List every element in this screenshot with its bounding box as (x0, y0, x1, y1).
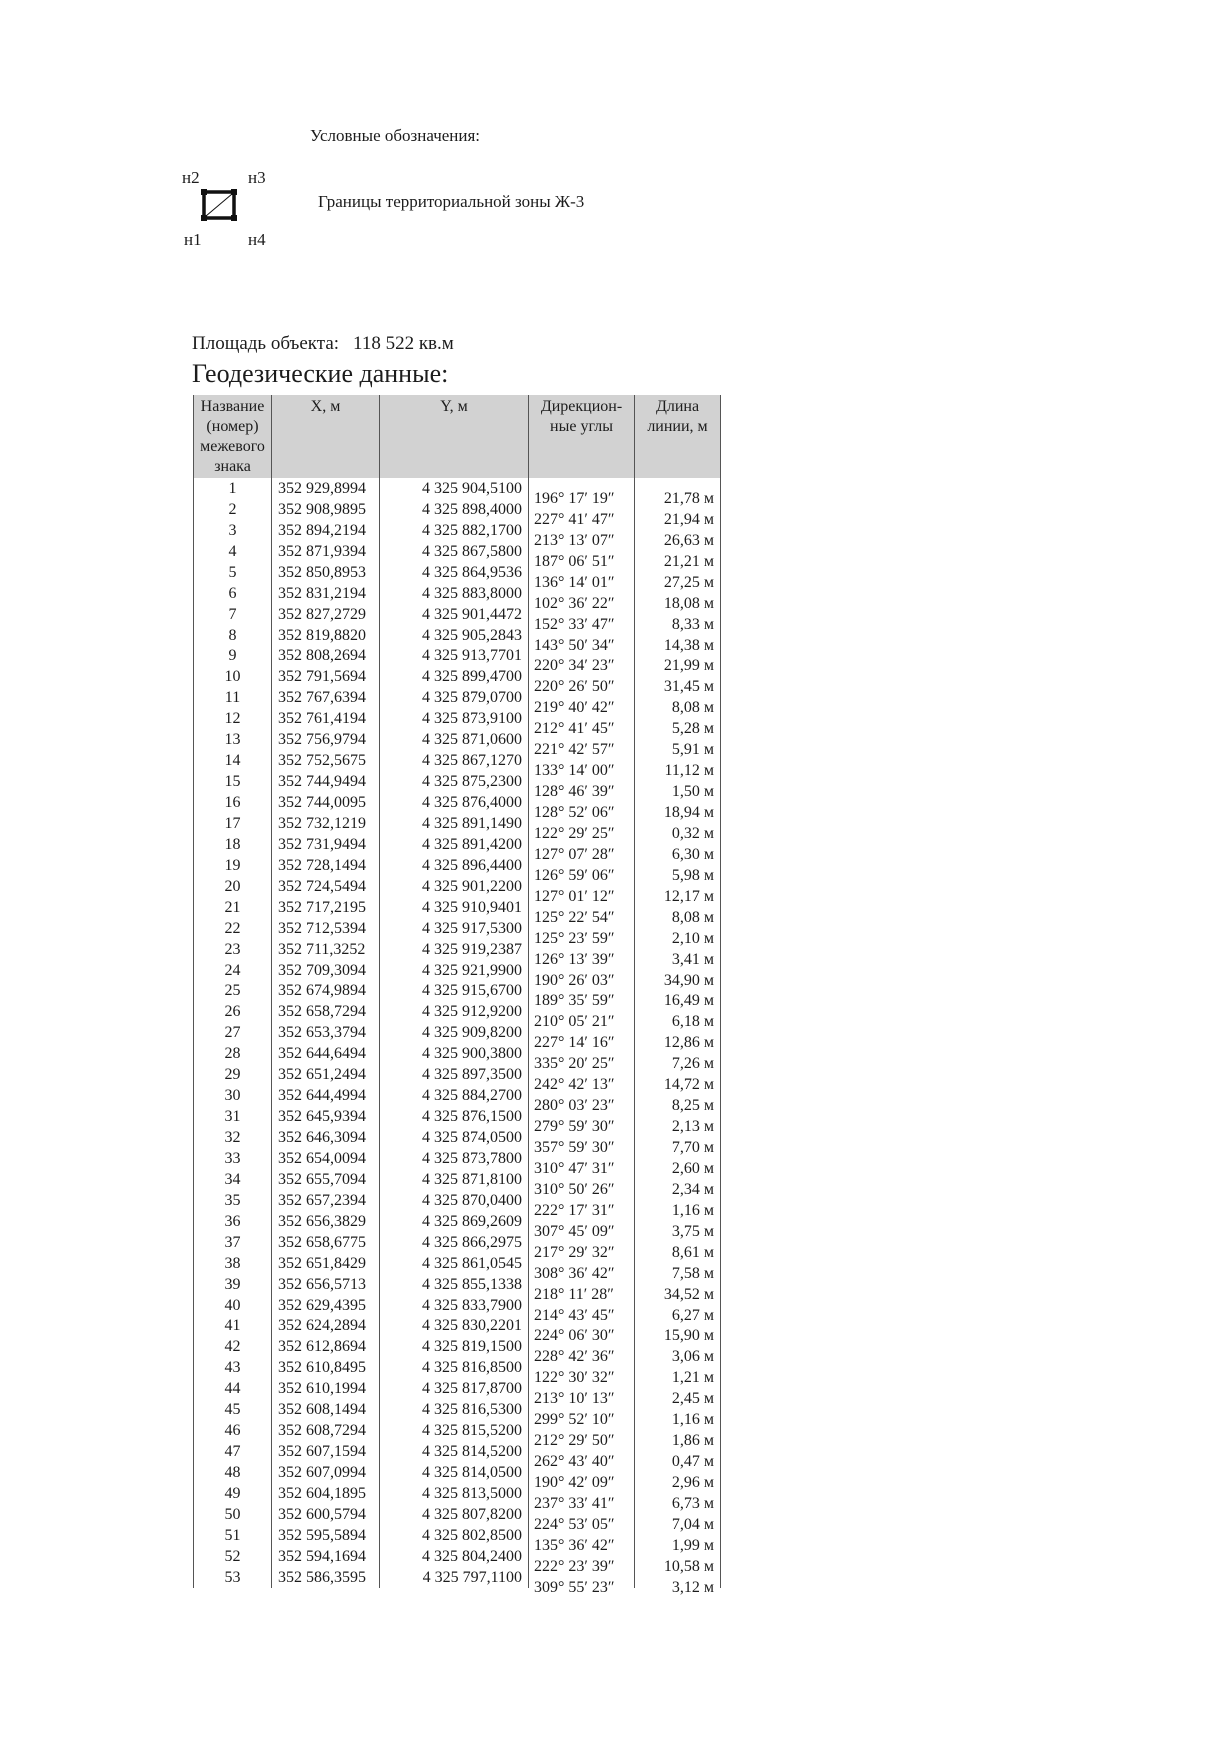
cell-direction-angle: 213° 10′ 13″ (529, 1388, 635, 1409)
cell-point-number: 39 (194, 1274, 272, 1295)
cell-y: 4 325 815,5200 (380, 1420, 529, 1441)
cell-point-number: 12 (194, 708, 272, 729)
cell-direction-angle: 357° 59′ 30″ (529, 1137, 635, 1158)
cell-line-length: 2,60 м (635, 1158, 721, 1179)
cell-point-number: 47 (194, 1441, 272, 1462)
cell-direction-angle: 310° 50′ 26″ (529, 1179, 635, 1200)
cell-direction-angle: 122° 29′ 25″ (529, 823, 635, 844)
cell-direction-angle: 212° 29′ 50″ (529, 1430, 635, 1451)
legend-description: Границы территориальной зоны Ж-3 (318, 192, 585, 211)
cell-direction-angle: 308° 36′ 42″ (529, 1263, 635, 1284)
cell-y: 4 325 897,3500 (380, 1064, 529, 1085)
cell-y: 4 325 904,5100 (380, 478, 529, 499)
cell-x: 352 709,3094 (272, 960, 380, 981)
cell-y: 4 325 898,4000 (380, 499, 529, 520)
cell-line-length: 21,78 м (635, 488, 721, 509)
cell-y: 4 325 910,9401 (380, 897, 529, 918)
cell-line-length: 18,08 м (635, 593, 721, 614)
cell-x: 352 653,3794 (272, 1022, 380, 1043)
cell-x: 352 612,8694 (272, 1336, 380, 1357)
col-header-y: Y, м (380, 395, 529, 478)
cell-direction-angle: 213° 13′ 07″ (529, 530, 635, 551)
cell-direction-angle: 224° 53′ 05″ (529, 1514, 635, 1535)
cell-point-number: 23 (194, 939, 272, 960)
cell-x: 352 752,5675 (272, 750, 380, 771)
cell-y: 4 325 874,0500 (380, 1127, 529, 1148)
cell-line-length: 5,28 м (635, 718, 721, 739)
cell-y: 4 325 875,2300 (380, 771, 529, 792)
cell-y: 4 325 816,8500 (380, 1357, 529, 1378)
cell-y: 4 325 884,2700 (380, 1085, 529, 1106)
cell-point-number: 44 (194, 1378, 272, 1399)
area-line (192, 333, 454, 355)
cell-y: 4 325 855,1338 (380, 1274, 529, 1295)
cell-x: 352 728,1494 (272, 855, 380, 876)
cell-y: 4 325 919,2387 (380, 939, 529, 960)
table-row (194, 478, 721, 499)
cell-point-number: 28 (194, 1043, 272, 1064)
cell-y: 4 325 867,1270 (380, 750, 529, 771)
cell-direction-angle: 307° 45′ 09″ (529, 1221, 635, 1242)
cell-y: 4 325 871,8100 (380, 1169, 529, 1190)
cell-line-length: 2,96 м (635, 1472, 721, 1493)
cell-line-length: 15,90 м (635, 1326, 721, 1347)
cell-y: 4 325 900,3800 (380, 1043, 529, 1064)
cell-y: 4 325 861,0545 (380, 1253, 529, 1274)
cell-line-length: 21,99 м (635, 656, 721, 677)
cell-point-number: 53 (194, 1567, 272, 1588)
table-body (194, 478, 721, 1596)
cell-y: 4 325 921,9900 (380, 960, 529, 981)
cell-y: 4 325 804,2400 (380, 1546, 529, 1567)
cell-x: 352 624,2894 (272, 1316, 380, 1337)
cell-point-number: 40 (194, 1295, 272, 1316)
cell-x: 352 894,2194 (272, 520, 380, 541)
cell-line-length: 6,18 м (635, 1011, 721, 1032)
area-label: Площадь объекта: (192, 333, 340, 354)
cell-x: 352 657,2394 (272, 1190, 380, 1211)
cell-direction-angle: 127° 07′ 28″ (529, 844, 635, 865)
cell-point-number: 19 (194, 855, 272, 876)
cell-x: 352 629,4395 (272, 1295, 380, 1316)
cell-x: 352 724,5494 (272, 876, 380, 897)
cell-direction-angle: 136° 14′ 01″ (529, 572, 635, 593)
cell-line-length: 7,58 м (635, 1263, 721, 1284)
cell-point-number: 46 (194, 1420, 272, 1441)
cell-point-number: 20 (194, 876, 272, 897)
cell-line-length: 1,21 м (635, 1367, 721, 1388)
legend-label-n2: н2 (182, 168, 200, 187)
cell-line-length: 10,58 м (635, 1556, 721, 1577)
cell-line-length: 6,73 м (635, 1493, 721, 1514)
cell-point-number: 17 (194, 813, 272, 834)
cell-x: 352 929,8994 (272, 478, 380, 499)
cell-x: 352 610,1994 (272, 1378, 380, 1399)
cell-direction-angle: 126° 59′ 06″ (529, 865, 635, 886)
cell-y: 4 325 807,8200 (380, 1504, 529, 1525)
cell-direction-angle: 222° 17′ 31″ (529, 1200, 635, 1221)
cell-x: 352 827,2729 (272, 604, 380, 625)
cell-line-length: 8,25 м (635, 1095, 721, 1116)
cell-x: 352 808,2694 (272, 646, 380, 667)
cell-x: 352 656,5713 (272, 1274, 380, 1295)
cell-y: 4 325 873,7800 (380, 1148, 529, 1169)
cell-point-number: 5 (194, 562, 272, 583)
cell-point-number: 1 (194, 478, 272, 499)
cell-y: 4 325 867,5800 (380, 541, 529, 562)
cell-y: 4 325 876,4000 (380, 792, 529, 813)
cell-y: 4 325 901,4472 (380, 604, 529, 625)
cell-line-length: 8,33 м (635, 614, 721, 635)
cell-point-number: 32 (194, 1127, 272, 1148)
cell-line-length: 26,63 м (635, 530, 721, 551)
cell-x: 352 819,8820 (272, 625, 380, 646)
cell-line-length: 2,10 м (635, 928, 721, 949)
cell-x: 352 607,1594 (272, 1441, 380, 1462)
cell-direction-angle: 237° 33′ 41″ (529, 1493, 635, 1514)
cell-x: 352 610,8495 (272, 1357, 380, 1378)
cell-line-length: 6,27 м (635, 1305, 721, 1326)
cell-x: 352 608,7294 (272, 1420, 380, 1441)
cell-point-number: 37 (194, 1232, 272, 1253)
cell-point-number: 2 (194, 499, 272, 520)
cell-x: 352 646,3094 (272, 1127, 380, 1148)
cell-line-length: 1,99 м (635, 1535, 721, 1556)
cell-point-number: 51 (194, 1525, 272, 1546)
cell-direction-angle: 221° 42′ 57″ (529, 739, 635, 760)
cell-x: 352 655,7094 (272, 1169, 380, 1190)
cell-line-length: 5,98 м (635, 865, 721, 886)
cell-direction-angle: 224° 06′ 30″ (529, 1326, 635, 1347)
cell-direction-angle: 196° 17′ 19″ (529, 488, 635, 509)
cell-line-length: 1,50 м (635, 781, 721, 802)
cell-y: 4 325 814,5200 (380, 1441, 529, 1462)
cell-y: 4 325 905,2843 (380, 625, 529, 646)
cell-x: 352 711,3252 (272, 939, 380, 960)
cell-point-number: 31 (194, 1106, 272, 1127)
cell-y: 4 325 866,2975 (380, 1232, 529, 1253)
cell-point-number: 15 (194, 771, 272, 792)
cell-point-number: 21 (194, 897, 272, 918)
cell-line-length: 34,90 м (635, 970, 721, 991)
cell-direction-angle: 125° 23′ 59″ (529, 928, 635, 949)
cell-line-length: 2,45 м (635, 1388, 721, 1409)
cell-y: 4 325 830,2201 (380, 1316, 529, 1337)
cell-line-length: 2,34 м (635, 1179, 721, 1200)
table-header-row (194, 395, 721, 478)
cell-x: 352 732,1219 (272, 813, 380, 834)
cell-x: 352 850,8953 (272, 562, 380, 583)
cell-x: 352 651,8429 (272, 1253, 380, 1274)
cell-line-length: 6,30 м (635, 844, 721, 865)
cell-y: 4 325 913,7701 (380, 646, 529, 667)
cell-line-length: 0,47 м (635, 1451, 721, 1472)
cell-direction-angle: 299° 52′ 10″ (529, 1409, 635, 1430)
col-header-length: Длина линии, м (635, 395, 721, 478)
cell-direction-angle: 128° 52′ 06″ (529, 802, 635, 823)
cell-x: 352 595,5894 (272, 1525, 380, 1546)
cell-point-number: 22 (194, 918, 272, 939)
cell-y: 4 325 912,9200 (380, 1001, 529, 1022)
cell-line-length: 5,91 м (635, 739, 721, 760)
cell-line-length: 1,16 м (635, 1200, 721, 1221)
cell-x: 352 608,1494 (272, 1399, 380, 1420)
cell-y: 4 325 876,1500 (380, 1106, 529, 1127)
cell-line-length: 1,16 м (635, 1409, 721, 1430)
cell-point-number: 34 (194, 1169, 272, 1190)
cell-y: 4 325 797,1100 (380, 1567, 529, 1588)
cell-point-number: 7 (194, 604, 272, 625)
cell-direction-angle: 218° 11′ 28″ (529, 1284, 635, 1305)
cell-point-number: 25 (194, 981, 272, 1002)
cell-direction-angle: 222° 23′ 39″ (529, 1556, 635, 1577)
cell-point-number: 4 (194, 541, 272, 562)
cell-point-number: 13 (194, 729, 272, 750)
cell-x: 352 717,2195 (272, 897, 380, 918)
cell-x: 352 756,9794 (272, 729, 380, 750)
col-header-name: Название (номер) межевого знака (194, 395, 272, 478)
geodetic-title: Геодезические данные: (192, 359, 449, 388)
cell-line-length: 14,38 м (635, 635, 721, 656)
cell-line-length: 8,08 м (635, 907, 721, 928)
cell-y: 4 325 901,2200 (380, 876, 529, 897)
cell-x: 352 767,6394 (272, 687, 380, 708)
cell-direction-angle: 220° 26′ 50″ (529, 676, 635, 697)
cell-point-number: 50 (194, 1504, 272, 1525)
cell-direction-angle: 217° 29′ 32″ (529, 1242, 635, 1263)
cell-point-number: 11 (194, 687, 272, 708)
cell-point-number: 35 (194, 1190, 272, 1211)
cell-line-length: 8,61 м (635, 1242, 721, 1263)
col-header-x: X, м (272, 395, 380, 478)
cell-direction-angle: 310° 47′ 31″ (529, 1158, 635, 1179)
cell-point-number: 43 (194, 1357, 272, 1378)
cell-point-number: 29 (194, 1064, 272, 1085)
cell-y: 4 325 891,1490 (380, 813, 529, 834)
cell-point-number: 18 (194, 834, 272, 855)
cell-direction-angle: 126° 13′ 39″ (529, 949, 635, 970)
col-header-angle: Дирекцион-ные углы (529, 395, 635, 478)
cell-y: 4 325 819,1500 (380, 1336, 529, 1357)
cell-y: 4 325 917,5300 (380, 918, 529, 939)
cell-line-length: 3,75 м (635, 1221, 721, 1242)
cell-x: 352 645,9394 (272, 1106, 380, 1127)
cell-line-length: 8,08 м (635, 697, 721, 718)
cell-y: 4 325 813,5000 (380, 1483, 529, 1504)
cell-point-number: 16 (194, 792, 272, 813)
cell-y: 4 325 871,0600 (380, 729, 529, 750)
cell-y: 4 325 883,8000 (380, 583, 529, 604)
cell-direction-angle: 214° 43′ 45″ (529, 1305, 635, 1326)
legend-label-n1: н1 (184, 230, 202, 249)
cell-point-number: 27 (194, 1022, 272, 1043)
cell-direction-angle: 220° 34′ 23″ (529, 656, 635, 677)
cell-line-length: 27,25 м (635, 572, 721, 593)
cell-y: 4 325 816,5300 (380, 1399, 529, 1420)
cell-x: 352 761,4194 (272, 708, 380, 729)
cell-x: 352 586,3595 (272, 1567, 380, 1588)
cell-y: 4 325 817,8700 (380, 1378, 529, 1399)
cell-x: 352 644,4994 (272, 1085, 380, 1106)
cell-direction-angle: 189° 35′ 59″ (529, 991, 635, 1012)
cell-line-length: 3,06 м (635, 1346, 721, 1367)
cell-x: 352 651,2494 (272, 1064, 380, 1085)
cell-y: 4 325 864,9536 (380, 562, 529, 583)
cell-direction-angle: 190° 26′ 03″ (529, 970, 635, 991)
cell-x: 352 831,2194 (272, 583, 380, 604)
cell-direction-angle: 122° 30′ 32″ (529, 1367, 635, 1388)
cell-point-number: 45 (194, 1399, 272, 1420)
cell-direction-angle: 242° 42′ 13″ (529, 1074, 635, 1095)
cell-direction-angle: 279° 59′ 30″ (529, 1116, 635, 1137)
cell-direction-angle: 152° 33′ 47″ (529, 614, 635, 635)
cell-x: 352 674,9894 (272, 981, 380, 1002)
cell-point-number: 6 (194, 583, 272, 604)
boundary-symbol-icon (200, 188, 240, 224)
cell-line-length: 21,94 м (635, 509, 721, 530)
cell-line-length: 14,72 м (635, 1074, 721, 1095)
cell-line-length: 12,86 м (635, 1032, 721, 1053)
cell-line-length: 11,12 м (635, 760, 721, 781)
cell-point-number: 38 (194, 1253, 272, 1274)
cell-point-number: 9 (194, 646, 272, 667)
cell-direction-angle: 228° 42′ 36″ (529, 1346, 635, 1367)
cell-line-length: 3,12 м (635, 1577, 721, 1598)
cell-x: 352 731,9494 (272, 834, 380, 855)
cell-x: 352 712,5394 (272, 918, 380, 939)
cell-x: 352 604,1895 (272, 1483, 380, 1504)
cell-y: 4 325 879,0700 (380, 687, 529, 708)
cell-point-number: 26 (194, 1001, 272, 1022)
cell-y: 4 325 909,8200 (380, 1022, 529, 1043)
cell-x: 352 600,5794 (272, 1504, 380, 1525)
cell-y: 4 325 833,7900 (380, 1295, 529, 1316)
cell-line-length: 34,52 м (635, 1284, 721, 1305)
cell-line-length: 0,32 м (635, 823, 721, 844)
cell-x: 352 656,3829 (272, 1211, 380, 1232)
cell-y: 4 325 870,0400 (380, 1190, 529, 1211)
cell-y: 4 325 873,9100 (380, 708, 529, 729)
cell-point-number: 30 (194, 1085, 272, 1106)
cell-line-length: 21,21 м (635, 551, 721, 572)
cell-direction-angle: 212° 41′ 45″ (529, 718, 635, 739)
cell-direction-angle: 309° 55′ 23″ (529, 1577, 635, 1598)
cell-point-number: 14 (194, 750, 272, 771)
cell-y: 4 325 802,8500 (380, 1525, 529, 1546)
cell-y: 4 325 915,6700 (380, 981, 529, 1002)
cell-direction-angle: 133° 14′ 00″ (529, 760, 635, 781)
cell-point-number: 36 (194, 1211, 272, 1232)
cell-x: 352 744,9494 (272, 771, 380, 792)
cell-direction-angle: 190° 42′ 09″ (529, 1472, 635, 1493)
cell-y: 4 325 899,4700 (380, 666, 529, 687)
cell-line-length: 31,45 м (635, 676, 721, 697)
cell-point-number: 52 (194, 1546, 272, 1567)
cell-direction-angle: 187° 06′ 51″ (529, 551, 635, 572)
cell-point-number: 33 (194, 1148, 272, 1169)
cell-x: 352 658,6775 (272, 1232, 380, 1253)
cell-point-number: 42 (194, 1336, 272, 1357)
cell-x: 352 871,9394 (272, 541, 380, 562)
cell-x: 352 644,6494 (272, 1043, 380, 1064)
area-value: 118 522 кв.м (353, 333, 454, 354)
cell-line-length: 7,70 м (635, 1137, 721, 1158)
cell-point-number: 49 (194, 1483, 272, 1504)
cell-line-length: 18,94 м (635, 802, 721, 823)
legend-label-n3: н3 (248, 168, 266, 187)
cell-x: 352 791,5694 (272, 666, 380, 687)
cell-x: 352 908,9895 (272, 499, 380, 520)
cell-direction-angle: 227° 14′ 16″ (529, 1032, 635, 1053)
cell-x: 352 658,7294 (272, 1001, 380, 1022)
cell-y: 4 325 891,4200 (380, 834, 529, 855)
cell-line-length: 16,49 м (635, 991, 721, 1012)
cell-x: 352 594,1694 (272, 1546, 380, 1567)
cell-direction-angle: 125° 22′ 54″ (529, 907, 635, 928)
cell-y: 4 325 882,1700 (380, 520, 529, 541)
cell-y: 4 325 896,4400 (380, 855, 529, 876)
cell-x: 352 744,0095 (272, 792, 380, 813)
cell-point-number: 8 (194, 625, 272, 646)
cell-y: 4 325 869,2609 (380, 1211, 529, 1232)
cell-line-length: 7,04 м (635, 1514, 721, 1535)
cell-x: 352 654,0094 (272, 1148, 380, 1169)
cell-line-length: 1,86 м (635, 1430, 721, 1451)
cell-direction-angle: 102° 36′ 22″ (529, 593, 635, 614)
cell-direction-angle: 280° 03′ 23″ (529, 1095, 635, 1116)
cell-direction-angle: 210° 05′ 21″ (529, 1011, 635, 1032)
cell-point-number: 41 (194, 1316, 272, 1337)
geodetic-table-wrap (193, 395, 720, 1596)
cell-direction-angle: 262° 43′ 40″ (529, 1451, 635, 1472)
cell-direction-angle: 227° 41′ 47″ (529, 509, 635, 530)
cell-direction-angle: 135° 36′ 42″ (529, 1535, 635, 1556)
cell-direction-angle: 143° 50′ 34″ (529, 635, 635, 656)
cell-point-number: 24 (194, 960, 272, 981)
cell-y: 4 325 814,0500 (380, 1462, 529, 1483)
cell-point-number: 3 (194, 520, 272, 541)
cell-direction-angle: 219° 40′ 42″ (529, 697, 635, 718)
cell-direction-angle: 335° 20′ 25″ (529, 1053, 635, 1074)
geodetic-table (193, 395, 721, 1596)
cell-point-number: 48 (194, 1462, 272, 1483)
cell-line-length: 2,13 м (635, 1116, 721, 1137)
cell-point-number: 10 (194, 666, 272, 687)
cell-direction-angle: 128° 46′ 39″ (529, 781, 635, 802)
cell-line-length: 7,26 м (635, 1053, 721, 1074)
legend-label-n4: н4 (248, 230, 266, 249)
cell-direction-angle: 127° 01′ 12″ (529, 886, 635, 907)
cell-line-length: 12,17 м (635, 886, 721, 907)
cell-line-length: 3,41 м (635, 949, 721, 970)
cell-x: 352 607,0994 (272, 1462, 380, 1483)
legend-title: Условные обозначения: (310, 126, 481, 145)
